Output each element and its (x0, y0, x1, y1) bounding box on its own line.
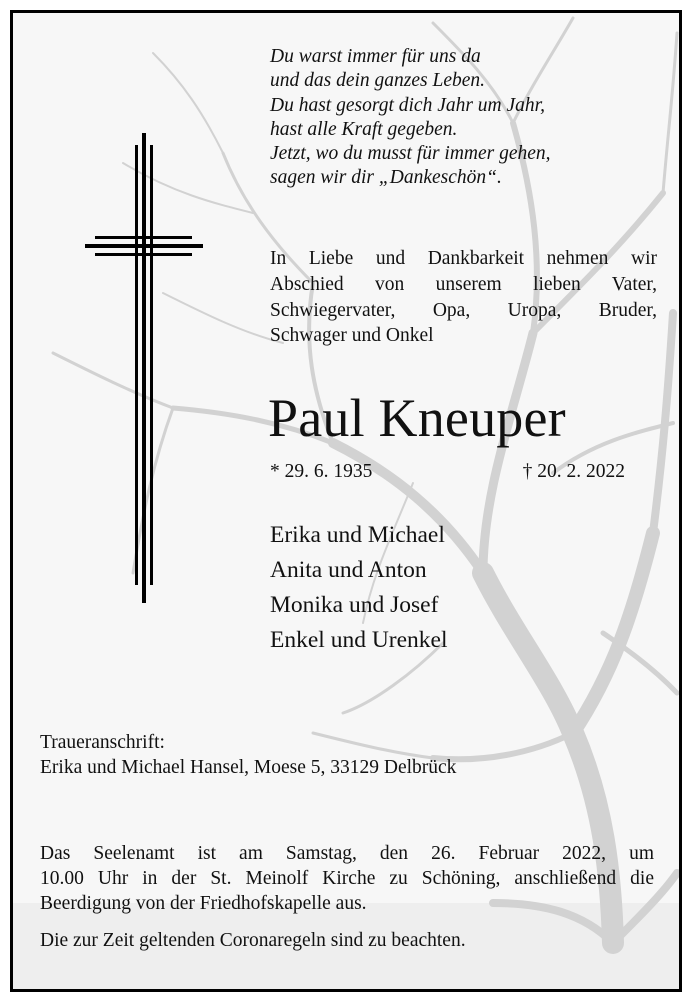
family-members (270, 518, 448, 658)
poem-line: und das dein ganzes Leben. (270, 70, 486, 92)
mourning-address (40, 730, 456, 780)
poem-line: Du warst immer für uns da (270, 46, 481, 67)
poem-line: Du hast gesorgt dich Jahr um Jahr, (270, 94, 545, 116)
intro-line: Schwager und Onkel (270, 325, 434, 347)
funeral-line: 10.00 Uhr in der St. Meinolf Kirche zu Schöning, anschließend die (40, 868, 654, 889)
obituary-frame (10, 10, 682, 992)
address-label: Traueranschrift: (40, 732, 165, 753)
family-line: Enkel und Urenkel (270, 627, 448, 653)
poem-line: sagen wir dir „Dankeschön“. (270, 167, 502, 189)
memorial-cross-icon (85, 133, 209, 603)
farewell-intro (270, 246, 657, 349)
funeral-details (40, 841, 654, 916)
death-date: † 20. 2. 2022 (522, 461, 625, 482)
intro-line: Abschied von unserem lieben Vater, (270, 273, 657, 295)
family-line: Monika und Josef (270, 592, 439, 618)
intro-line: In Liebe und Dankbarkeit nehmen wir (270, 248, 657, 269)
deceased-name: Paul Kneuper (268, 388, 566, 448)
funeral-line: Beerdigung von der Friedhofskapelle aus. (40, 893, 367, 914)
intro-line: Schwiegervater, Opa, Uropa, Bruder, (270, 299, 657, 321)
family-line: Erika und Michael (270, 522, 445, 548)
corona-notice: Die zur Zeit geltenden Coronaregeln sind zu beachten. (40, 930, 466, 951)
poem-line: hast alle Kraft gegeben. (270, 118, 458, 140)
family-line: Anita und Anton (270, 557, 427, 583)
funeral-line: Das Seelenamt ist am Samstag, den 26. Februar 2022, um (40, 843, 654, 864)
memorial-poem (270, 45, 650, 191)
address-value: Erika und Michael Hansel, Moese 5, 33129 Delbrück (40, 757, 457, 778)
poem-line: Jetzt, wo du musst für immer gehen, (270, 143, 551, 165)
birth-date: * 29. 6. 1935 (270, 461, 373, 482)
